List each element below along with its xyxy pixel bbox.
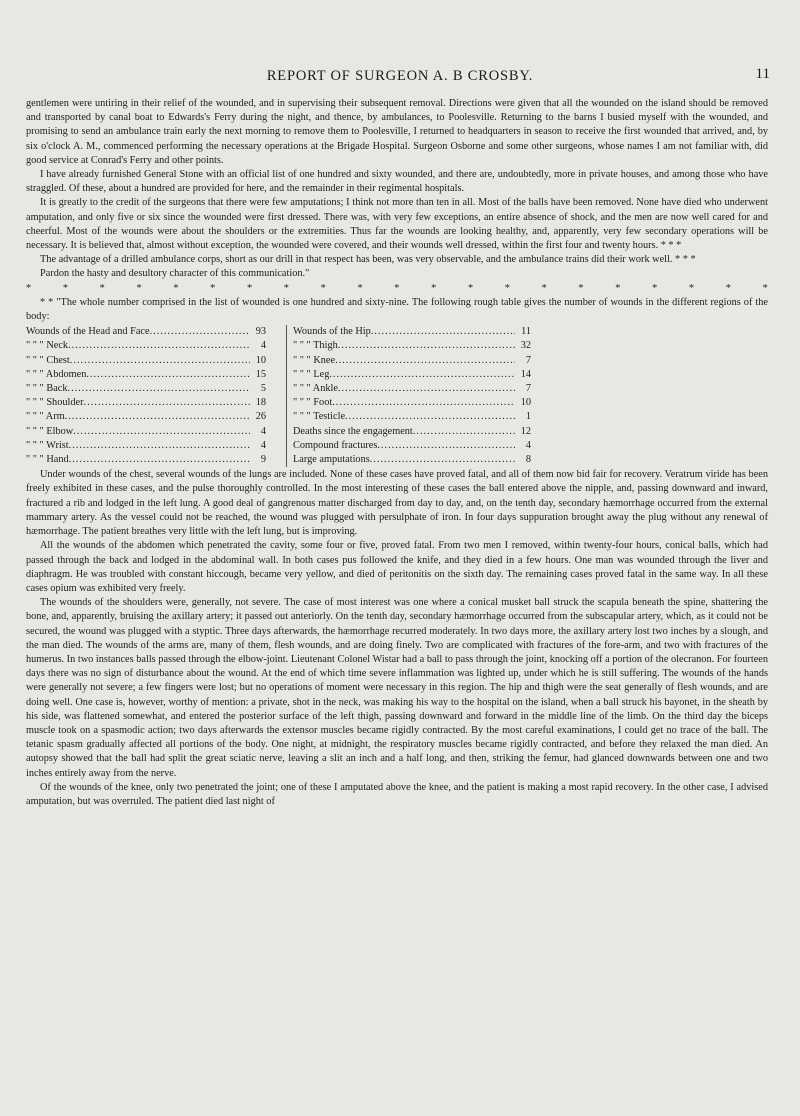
row-label: " " " Shoulder bbox=[26, 397, 84, 409]
row-value: 1 bbox=[525, 411, 531, 423]
paragraph: The wounds of the shoulders were, generally, not severe. The case of most interest was one where a conical musket ball struck the scapula beneath the spine, shattering the bone, and, apparently, bruising the axillary artery; it passed out anteriorly. On the tenth day, secondary hæmorrhage occurred from the subscapular artery, which, as it could not be secured, the wound was plugged with a styptic. Three days afterwards, the hæmorrhage recurred moderately. In two days more, the axillary artery lost two inches by a slough, and the man died. The wounds of the arms are, many of them, flesh wounds, and are doing finely. Two are complicated with fractures of the fore-arm, and two with fractures of the humerus. In two instances balls passed through the elbow-joint. Lieutenant Colonel Wistar had a ball to pass through the joint, knocking off a portion of the olecranon. For fourteen days there was no sign of disturbance about the wound. At the end of which time severe inflammation was lighted up, under which he is still suffering. The wounds of the hands were generally not severe; a few fingers were lost; but no operations of moment were necessary in this region. The hip and thigh were the seat generally of flesh wounds, and are doing well. One case is, however, worthy of mention: a private, shot in the neck, was making his way to the hospital on the island, when a ball struck his bayonet, in the sheath by his side, was flattened somewhat, and entered the posterior surface of the left thigh, passing downward and forward in the middle line of the limb. On the third day the biceps muscle took on a spasmodic action; two days afterwards the extensor muscles became rigidly contracted. By the most careful examinations, I could get no trace of the ball. The tetanic spasm gradually affected all portions of the body. One night, at midnight, the respiratory muscles became rigidly contracted, and before they relaxed the man died. An autopsy showed that the ball had split the great sciatic nerve, leaving a slit an inch and a half long, and then, striking the femur, had glanced downwards between one and two inches entirely away from the nerve. bbox=[26, 597, 768, 779]
wounds-table bbox=[26, 325, 768, 467]
star-glyph: * bbox=[762, 282, 768, 294]
star-glyph: * bbox=[688, 282, 695, 294]
table-row bbox=[26, 325, 266, 339]
leader-dots bbox=[377, 439, 515, 453]
row-label: " " " Neck bbox=[26, 340, 69, 352]
star-glyph: * bbox=[394, 282, 400, 294]
row-value: 10 bbox=[255, 354, 266, 366]
table-row bbox=[26, 382, 266, 396]
table-row bbox=[26, 354, 266, 368]
row-value: 15 bbox=[255, 368, 266, 380]
paragraph: I have already furnished General Stone with an official list of one hundred and sixty wounded, and there are, undoubtedly, more in private houses, and among those who have straggled. Of these, about a hundred are provided for here, and the remainder in their regimental hospitals. bbox=[26, 169, 768, 195]
row-value: 4 bbox=[260, 439, 266, 451]
star-glyph: * bbox=[541, 282, 547, 294]
row-value: 7 bbox=[525, 354, 531, 366]
row-label: " " " Leg bbox=[293, 368, 330, 380]
leader-dots bbox=[69, 439, 250, 453]
row-label: " " " Hand bbox=[26, 454, 69, 466]
page-header bbox=[0, 68, 800, 94]
table-row bbox=[293, 410, 531, 424]
row-value: 4 bbox=[260, 340, 266, 352]
table-row bbox=[293, 396, 531, 410]
table-row bbox=[293, 354, 531, 368]
table-row bbox=[293, 439, 531, 453]
paragraph: Pardon the hasty and desultory character of this communication." bbox=[40, 268, 310, 280]
row-label: " " " Arm bbox=[26, 411, 65, 423]
body-text bbox=[26, 97, 768, 809]
row-value: 9 bbox=[260, 454, 266, 466]
paragraph: The advantage of a drilled ambulance corps, short as our drill in that respect has been, was very observable, and the ambulance trains did their work well. * * * bbox=[40, 254, 696, 266]
row-value: 12 bbox=[520, 425, 531, 437]
leader-dots bbox=[370, 453, 515, 467]
star-glyph: * bbox=[99, 282, 105, 294]
row-label: " " " Foot bbox=[293, 397, 333, 409]
table-intro: * * "The whole number comprised in the list of wounded is one hundred and sixty-nine. The following rough table gives the number of wounds in the different regions of the body: bbox=[26, 296, 768, 323]
row-label: Deaths since the engagement bbox=[293, 425, 413, 437]
row-value: 18 bbox=[255, 397, 266, 409]
row-value: 11 bbox=[521, 326, 531, 338]
star-glyph: * bbox=[357, 282, 363, 294]
leader-dots bbox=[329, 368, 515, 382]
table-row bbox=[26, 368, 266, 382]
leader-dots bbox=[345, 410, 515, 424]
row-label: " " " Wrist bbox=[26, 439, 69, 451]
row-label: " " " Back bbox=[26, 383, 68, 395]
star-glyph: * bbox=[467, 282, 474, 294]
star-glyph: * bbox=[26, 282, 32, 294]
page-number: 11 bbox=[755, 66, 770, 82]
row-label: Compound fractures bbox=[293, 439, 378, 451]
leader-dots bbox=[338, 339, 515, 353]
star-glyph: * bbox=[431, 282, 437, 294]
row-label: Wounds of the Head and Face bbox=[26, 326, 150, 338]
paragraph: It is greatly to the credit of the surgeons that there were few amputations; I think not more than ten in all. Most of the balls have been removed. None have died who underwent amputation, and only five or six since the wounded were first dressed. There was, with very few exceptions, an entire absence of shock, and the men are now well cared for and cheerful. Most of the wounds were about the shoulders or the extremities. Thus far the wounds are looking healthy, and, apparently, very few secondary operations will be necessary. It is believed that, almost without exception, the wounded were covered, and their wounds well dressed, within the first four and twenty hours. * * * bbox=[26, 197, 768, 252]
star-glyph: * bbox=[504, 282, 510, 294]
star-glyph: * bbox=[136, 282, 142, 294]
ellipsis-stars-row bbox=[26, 282, 768, 296]
row-label: " " " Thigh bbox=[293, 340, 338, 352]
leader-dots bbox=[68, 339, 250, 353]
row-label: " " " Knee bbox=[293, 354, 336, 366]
row-value: 32 bbox=[520, 340, 531, 352]
leader-dots bbox=[338, 382, 515, 396]
table-row bbox=[26, 425, 266, 439]
row-label: Wounds of the Hip bbox=[293, 326, 371, 338]
leader-dots bbox=[332, 396, 515, 410]
leader-dots bbox=[84, 396, 250, 410]
row-label: " " " Testicle bbox=[293, 411, 346, 423]
row-label: " " " Chest bbox=[26, 354, 70, 366]
table-row bbox=[26, 453, 266, 467]
paragraph: gentlemen were untiring in their relief of the wounded, and in supervising their subsequent removal. Directions were given that all the wounded on the island should be removed and transported by canal boat to Edwards's Ferry during the night, and thence, by ambulances, to Poolesville. Returning to the barns I busied myself with the wounded, and promising to send an ambulance train early the next morning to remove them to Poolesville, I returned to headquarters in season to receive the first wounded that arrived, and, by six o'clock A. M., commenced performing the necessary operations at the Brigade Hospital. Surgeon Osborne and some other surgeons, whose names I am not familiar with, did good service at Conrad's Ferry and other points. bbox=[26, 98, 768, 166]
table-row bbox=[293, 339, 531, 353]
leader-dots bbox=[413, 425, 515, 439]
row-value: 93 bbox=[255, 326, 266, 338]
leader-dots bbox=[86, 368, 250, 382]
row-label: " " " Elbow bbox=[26, 425, 74, 437]
star-glyph: * bbox=[725, 282, 731, 294]
table-row bbox=[26, 396, 266, 410]
star-glyph: * bbox=[615, 282, 621, 294]
table-row bbox=[293, 382, 531, 396]
paragraph: Under wounds of the chest, several wounds of the lungs are included. None of these cases have proved fatal, and all of them now bid fair for recovery. Veratrum viride has been freely exhibited in these cases, and the pulse thoroughly controlled. In the most interesting of these cases the ball entered above the nipple, and, passing downward and inward, fractured a rib and lodged in the left lung. A good deal of gangrenous matter discharged from day to day, and, on the tenth day, secondary hæmorrhage occurred from the external mammary artery. As the vessel could not be reached, the wound was plugged with persulphate of iron. In four days suppuration brought away the plug without any renewal of hæmorrhage. The patient breathes very little with the left lung, but is improving. bbox=[26, 469, 768, 538]
leader-dots bbox=[371, 325, 515, 339]
row-label: " " " Abdomen bbox=[26, 368, 87, 380]
star-glyph: * bbox=[320, 282, 326, 294]
star-glyph: * bbox=[652, 282, 658, 294]
row-value: 14 bbox=[520, 368, 531, 380]
paragraph: All the wounds of the abdomen which penetrated the cavity, some four or five, proved fatal. From two men I removed, within twenty-four hours, conical balls, which had passed through the back and lodged in the abdominal wall. In both cases pus followed the knife, and they died in a few hours. One man was wounded through the liver and diaphragm. He was troubled with constant hiccough, became very yellow, and died of peritonitis on the sixth day. The remaining cases proved fatal in the same way. In all these cases opium was exhibited very freely. bbox=[26, 540, 768, 594]
wounds-table-right-column bbox=[286, 325, 531, 467]
row-value: 8 bbox=[525, 454, 531, 466]
star-glyph: * bbox=[173, 282, 179, 294]
table-row bbox=[293, 325, 531, 339]
leader-dots bbox=[68, 382, 251, 396]
row-value: 10 bbox=[520, 397, 531, 409]
row-label: " " " Ankle bbox=[293, 383, 338, 395]
table-row bbox=[293, 368, 531, 382]
leader-dots bbox=[69, 453, 250, 467]
table-row bbox=[26, 410, 266, 424]
star-glyph: * bbox=[210, 282, 216, 294]
leader-dots bbox=[335, 354, 515, 368]
leader-dots bbox=[65, 410, 250, 424]
row-value: 4 bbox=[260, 425, 266, 437]
table-row bbox=[293, 453, 531, 467]
table-row bbox=[293, 425, 531, 439]
row-value: 26 bbox=[255, 411, 266, 423]
star-glyph: * bbox=[62, 282, 68, 294]
wounds-table-left-column bbox=[26, 325, 266, 467]
row-value: 7 bbox=[525, 383, 531, 395]
leader-dots bbox=[70, 354, 250, 368]
leader-dots bbox=[150, 325, 250, 339]
paragraph: Of the wounds of the knee, only two penetrated the joint; one of these I amputated above the knee, and the patient is making a most rapid recovery. In the other case, I advised amputation, but was overruled. The patient died last night of bbox=[26, 781, 768, 807]
running-title: REPORT OF SURGEON A. B CROSBY. bbox=[266, 68, 534, 84]
star-glyph: * bbox=[246, 282, 253, 294]
row-value: 5 bbox=[260, 383, 266, 395]
row-value: 4 bbox=[525, 439, 531, 451]
row-label: Large amputations bbox=[293, 454, 370, 466]
table-row bbox=[26, 339, 266, 353]
leader-dots bbox=[73, 425, 250, 439]
star-glyph: * bbox=[578, 282, 584, 294]
table-row bbox=[26, 439, 266, 453]
star-glyph: * bbox=[283, 282, 289, 294]
